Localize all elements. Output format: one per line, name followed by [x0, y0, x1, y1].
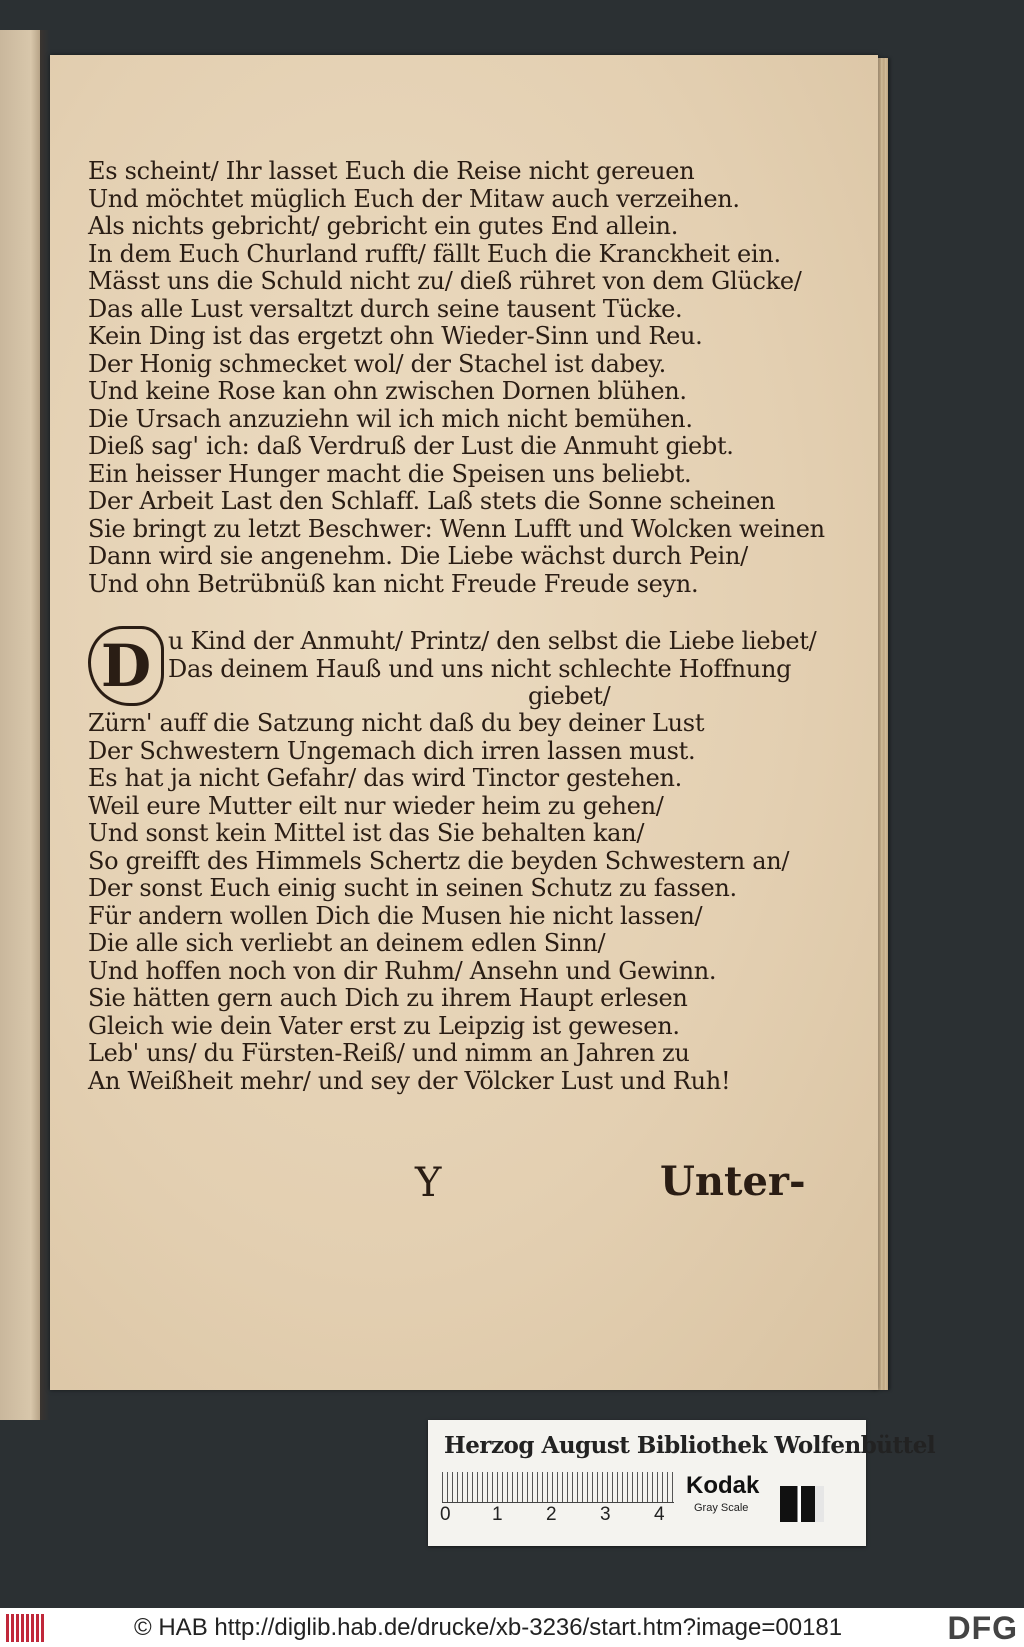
scale-number: 3 [600, 1504, 611, 1525]
verse-line: Als nichts gebricht/ gebricht ein gutes End allein. [88, 212, 679, 240]
scale-number: 1 [492, 1504, 503, 1525]
hab-logo-icon [6, 1614, 44, 1642]
color-calibration-card [428, 1420, 936, 1546]
signature-mark: Y [415, 1160, 442, 1206]
verse-line: So greifft des Himmels Schertz die beyden Schwestern an/ [88, 846, 790, 875]
verse-line: Es scheint/ Ihr lasset Euch die Reise nicht gereuen [88, 157, 695, 185]
verse-line: u Kind der Anmuht/ Printz/ den selbst die Liebe liebet/ [168, 627, 817, 655]
verse-line: Der Schwestern Ungemach dich irren lassen must. [88, 736, 696, 765]
verse-line: Und keine Rose kan ohn zwischen Dornen blühen. [88, 377, 687, 405]
dfg-logo: DFG [947, 1610, 1018, 1646]
verse-line: Und ohn Betrübnüß kan nicht Freude Freude seyn. [88, 569, 699, 598]
catchword: Unter- [660, 1158, 806, 1205]
verse-line: Zürn' auff die Satzung nicht daß du bey deiner Lust [88, 709, 705, 737]
verse-line: Sie bringt zu letzt Beschwer: Wenn Lufft und Wolcken weinen [88, 514, 825, 543]
verse-line: Dann wird sie angenehm. Die Liebe wächst durch Pein/ [88, 542, 748, 570]
gray-patch [780, 1486, 824, 1522]
scale-number: 4 [654, 1504, 665, 1525]
verse-line: Dieß sag' ich: daß Verdruß der Lust die Anmuht giebt. [88, 432, 734, 460]
verse-line: Und sonst kein Mittel ist das Sie behalten kan/ [88, 819, 645, 847]
copyright-url[interactable]: © HAB http://diglib.hab.de/drucke/xb-3236/start.htm?image=00181 [134, 1614, 843, 1641]
library-name: Herzog August Bibliothek Wolfenbüttel [444, 1432, 936, 1459]
verse-line: Und möchtet müglich Euch der Mitaw auch verzeihen. [88, 184, 740, 213]
scale-number: 2 [546, 1504, 557, 1525]
verse-line: Der sonst Euch einig sucht in seinen Schutz zu fassen. [88, 874, 737, 902]
verse-line: Es hat ja nicht Gefahr/ das wird Tinctor gestehen. [88, 764, 682, 792]
verse-line: Kein Ding ist das ergetzt ohn Wieder-Sinn und Reu. [88, 322, 703, 350]
verse-line: Der Honig schmecket wol/ der Stachel ist dabey. [88, 349, 666, 378]
gray-scale-label: Gray Scale [694, 1502, 749, 1514]
book-gutter [40, 30, 50, 1420]
stanza-1 [88, 157, 825, 598]
verse-line: Ein heisser Hunger macht die Speisen uns beliebt. [88, 459, 692, 488]
verse-line: Für andern wollen Dich die Musen hie nicht lassen/ [88, 901, 703, 930]
decorative-initial: D [88, 626, 164, 706]
verse-line: Weil eure Mutter eilt nur wieder heim zu gehen/ [88, 791, 664, 820]
verse-line: Leb' uns/ du Fürsten-Reiß/ und nimm an Jahren zu [88, 1039, 690, 1067]
verse-line: Die Ursach anzuziehn wil ich mich nicht bemühen. [88, 404, 693, 433]
verse-line: Die alle sich verliebt an deinem edlen Sinn/ [88, 929, 606, 957]
stanza-2-opening [168, 627, 817, 711]
verse-line: Das alle Lust versaltzt durch seine tausent Tücke. [88, 294, 683, 323]
kodak-logo: Kodak [686, 1472, 760, 1499]
verse-line: Sie hätten gern auch Dich zu ihrem Haupt erlesen [88, 984, 688, 1012]
footer-bar [0, 1608, 1024, 1647]
verse-line: Mässt uns die Schuld nicht zu/ dieß rühret von dem Glücke/ [88, 267, 802, 295]
left-page-edge [0, 30, 44, 1420]
scale-number: 0 [440, 1504, 451, 1525]
verse-line: Und hoffen noch von dir Ruhm/ Ansehn und Gewinn. [88, 956, 717, 985]
verse-line: An Weißheit mehr/ und sey der Völcker Lust und Ruh! [88, 1066, 731, 1095]
verse-line: In dem Euch Churland rufft/ fällt Euch die Kranckheit ein. [88, 239, 781, 268]
scale-ruler [442, 1472, 674, 1503]
verse-line: Das deinem Hauß und uns nicht schlechte Hoffnung [168, 654, 792, 683]
verse-line-turnover: giebet/ [528, 682, 611, 710]
verse-line: Der Arbeit Last den Schlaff. Laß stets die Sonne scheinen [88, 487, 776, 515]
verse-line: Gleich wie dein Vater erst zu Leipzig ist gewesen. [88, 1011, 680, 1040]
stanza-2 [88, 710, 788, 1095]
